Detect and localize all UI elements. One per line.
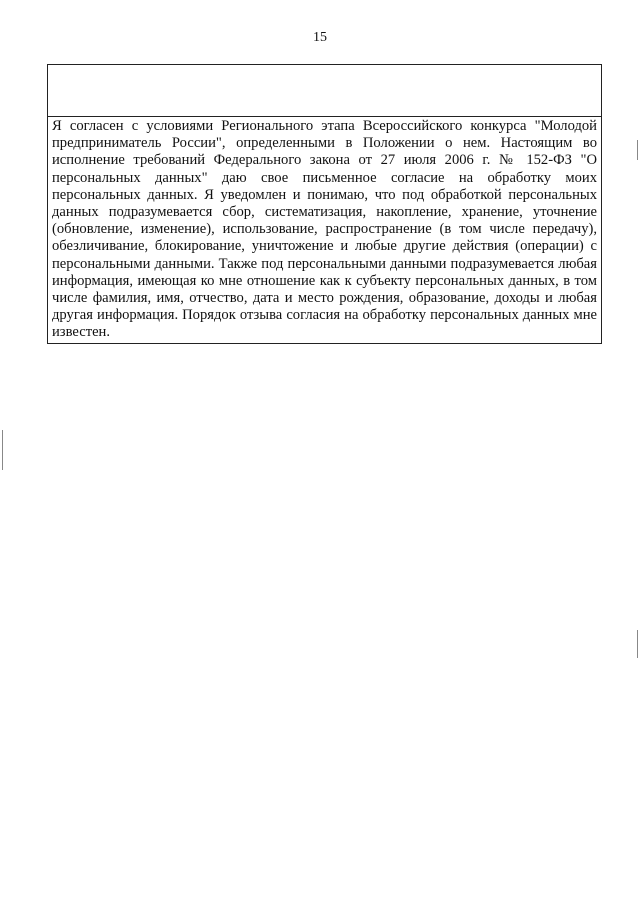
scan-mark-right-bottom [637, 630, 638, 658]
empty-cell [48, 65, 602, 117]
consent-row [48, 117, 602, 344]
consent-text: Я согласен с условиями Регионального этапа Всероссийского конкурса "Молодой предприниматель России", определенными в Положении о нем. Настоящим во исполнение требований Федерального закона от 27 июля 2006 г. № 152-ФЗ "О персональных данных" даю свое письменное согласие на обработку моих персональных данных. Я уведомлен и понимаю, что под обработкой персональных данных подразумевается сбор, систематизация, накопление, хранение, уточнение (обновление, изменение), использование, распространение (в том числе передачу), обезличивание, блокирование, уничтожение и любые другие действия (операции) с персональными данными. Также под персональными данными подразумевается любая информация, имеющая ко мне отношение как к субъекту персональных данных, в том числе фамилия, имя, отчество, дата и место рождения, образование, доходы и любая другая информация. Порядок отзыва согласия на обработку персональных данных мне известен. [48, 117, 602, 344]
scan-mark-right-top [637, 140, 638, 160]
page-number: 15 [313, 30, 327, 45]
consent-table [47, 64, 602, 344]
empty-row [48, 65, 602, 117]
scan-mark-left-middle [2, 430, 3, 470]
